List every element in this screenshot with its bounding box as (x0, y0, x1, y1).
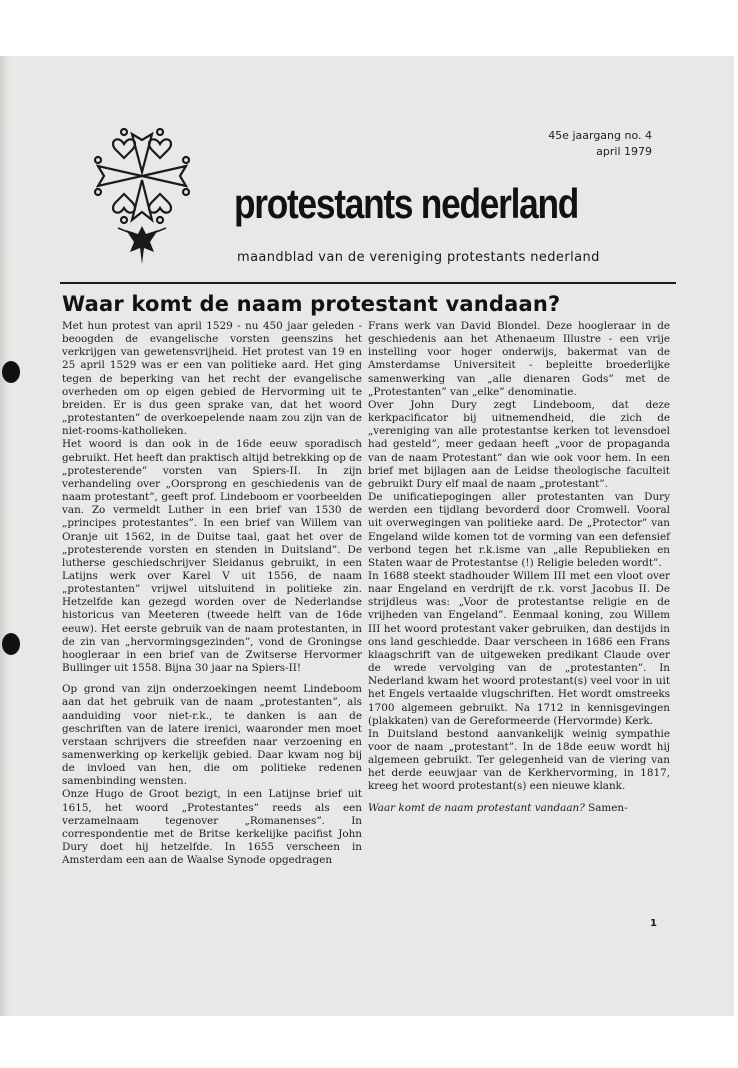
paragraph: Het woord is dan ook in de 16de eeuw sporadisch gebruikt. Het heeft dan praktisch altijd betrekking op de „protesterende” vorsten van Spiers-II. In zijn verhandeling over „Oorsprong en geschiedenis van de naam protestant”, geeft prof. Lindeboom er voorbeelden van. Zo vermeldt Luther in een brief van 1530 de „principes protestantes”. In een brief van Willem van Oranje uit 1562, in de Duitse taal, gaat het over de „protesterende vorsten en stenden in Duitsland”. De lutherse geschiedschrijver Sleidanus gebruikt, in een Latijns werk over Karel V uit 1556, de naam „protestanten” vrijwel uitsluitend in politieke zin. Hetzelfde kan gezegd worden over de Nederlandse historicus van Meeteren (tweede helft van de 16de eeuw). Het eerste gebruik van de naam protestanten, in de zin van „hervormingsgezinden”, vond de Groningse hoogleraar in een brief van de Zwitserse Hervormer Bullinger uit 1558. Bijna 30 jaar na Spiers-II! (62, 438, 362, 675)
closing-paragraph (368, 802, 670, 815)
masthead-subtitle: maandblad van de vereniging protestants nederland (237, 250, 600, 265)
paragraph: In Duitsland bestond aanvankelijk weinig sympathie voor de naam „protestant”. In de 18de eeuw wordt hij algemeen gebruikt. Ter gelegenheid van de viering van het derde eeuwjaar van de Kerkhervorming, in 1817, kreeg het woord protestant(s) een nieuwe klank. (368, 727, 670, 793)
header-divider (60, 282, 676, 284)
closing-italic: Waar komt de naam protestant vandaan? (368, 801, 585, 814)
closing-rest: Samen- (584, 801, 628, 814)
article-column-right (368, 320, 670, 815)
paragraph: Over John Dury zegt Lindeboom, dat deze kerkpacificator bij uitnemendheid, die zich de „vereniging van alle protestantse kerken tot levensdoel had gesteld”, meer gedaan heeft „voor de propaganda van de naam Protestant” dan wie ook voor hem. In een brief met bijlagen aan de Leidse theologische faculteit gebruikt Dury elf maal de naam „protestant”. (368, 398, 670, 490)
paragraph: Op grond van zijn onderzoekingen neemt Lindeboom aan dat het gebruik van de naam „protestanten”, als aanduiding voor niet-r.k., te danken is aan de geschriften van de latere irenici, waaronder men moet verstaan schrijvers die streefden naar verzoening en samenwerking op kerkelijk gebied. Daar kwam nog bij de invloed van hen, die om politieke redenen samenbinding wensten. (62, 683, 362, 788)
issue-info (548, 128, 652, 160)
issue-number: 45e jaargang no. 4 (548, 129, 652, 142)
article-title: Waar komt de naam protestant vandaan? (62, 292, 561, 316)
punch-hole-top (2, 361, 20, 383)
scan-edge (0, 56, 10, 1016)
article-column-left (62, 320, 362, 867)
paragraph: In 1688 steekt stadhouder Willem III met een vloot over naar Engeland en verdrijft de r.k. vorst Jacobus II. De strijdleus was: „Voor de protestantse religie en de vrijheden van Engeland”. Eenmaal koning, zou Willem III het woord protestant vaker gebruiken, dan destijds in ons land geschiedde. Daar verscheen in 1686 een Frans klaagschrift van de uitgeweken predikant Claude over de wrede vervolging van de „protestanten”. In Nederland kwam het woord protestant(s) veel voor in uit het Engels vertaalde vlugschriften. Het wordt omstreeks 1700 algemeen gebruikt. Na 1712 in kennisgevingen (plakkaten) van de Gereformeerde (Hervormde) Kerk. (368, 569, 670, 727)
masthead-title: protestants nederland (234, 180, 579, 227)
paragraph: Frans werk van David Blondel. Deze hoogleraar in de geschiedenis aan het Athenaeum Illustre - een vrije instelling voor hoger onderwijs, bakermat van de Amsterdamse Universiteit - bepleitte broederlijke samenwerking van „alle dienaren Gods” met de „Protestanten” van „elke” denominatie. (368, 320, 670, 398)
huguenot-cross-icon (94, 128, 190, 278)
punch-hole-bottom (2, 633, 20, 655)
paragraph: De unificatiepogingen aller protestanten van Dury werden een tijdlang bevorderd door Cromwell. Vooral uit overwegingen van politieke aard. De „Protector” van Engeland wilde komen tot de vorming van een defensief verbond tegen het r.k.isme van „alle Republieken en Staten waar de Protestantse (!) Religie beleden wordt”. (368, 491, 670, 569)
issue-date: april 1979 (596, 145, 652, 158)
paragraph: Met hun protest van april 1529 - nu 450 jaar geleden - beoogden de evangelische vorsten geenszins het verkrijgen van gewetensvrijheid. Het protest van 19 en 25 april 1529 was er een van politieke aard. Het ging tegen de beperking van het recht der evangelische overheden om op eigen gebied de Hervorming uit te breiden. Er is dus geen sprake van, dat het woord „protestanten” de overkoepelende naam zou zijn van de niet-rooms-katholieken. (62, 320, 362, 438)
page-number: 1 (650, 918, 657, 929)
paragraph: Onze Hugo de Groot bezigt, in een Latijnse brief uit 1615, het woord „Protestantes” reeds als een verzamelnaam tegenover „Romanenses”. In correspondentie met de Britse kerkelijke pacifist John Dury doet hij hetzelfde. In 1655 verscheen in Amsterdam een aan de Waalse Synode opgedragen (62, 788, 362, 867)
